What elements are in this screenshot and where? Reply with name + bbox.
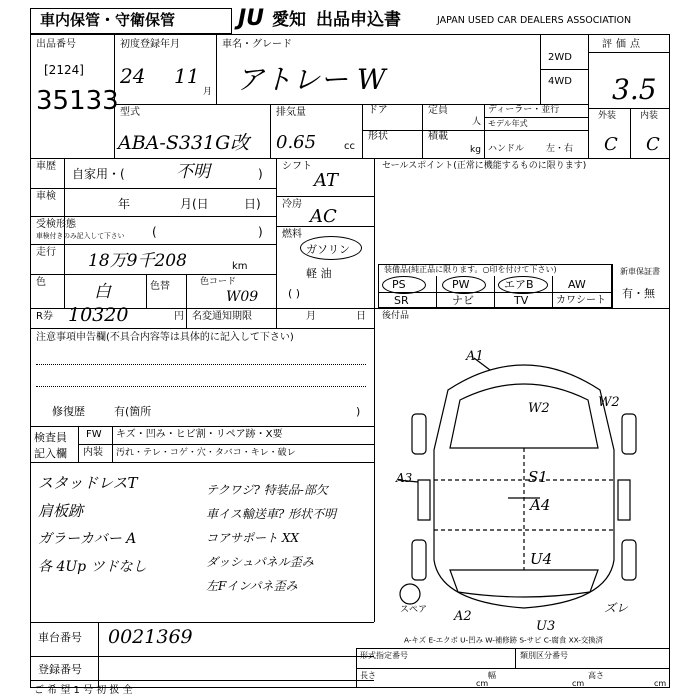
reg-month: 11 [174,64,200,88]
mark-a1: A1 [466,349,484,364]
shift-label: シフト [282,161,312,172]
class-number-label: 類別区分番号 [520,651,568,660]
history-close: ) [258,167,263,181]
shaken-day: 日) [244,197,261,211]
capacity-unit: 人 [472,117,482,127]
fw-items: キズ・凹み・ヒビ割・リペア跡・X要 [116,429,283,440]
name-value: アトレー W [236,63,386,96]
lot-label: 出品番号 [36,39,76,50]
recycle-value: 10320 [68,304,129,326]
note-left-3: ガラーカバー A [38,531,137,547]
fuel-paren: ( ) [288,287,301,300]
reg-month-unit: 月 [203,87,213,97]
warranty-value: 有・無 [622,287,655,300]
car-diagram [378,330,670,630]
handle-label: ハンドル [488,144,525,154]
ac-label: 冷房 [282,199,302,210]
recycle-label: R券 [36,311,53,322]
score-label: 評価点 [602,39,644,50]
equip-ps: PS [392,278,406,291]
note-right-3: コアサポート XX [206,531,299,545]
after-label: 後付品 [382,311,410,321]
notice-label: 名変通知期限 [192,311,252,322]
color-label: 色 [36,277,46,288]
mark-w2-top: W2 [528,401,550,416]
mark-zure: ズレ [604,601,629,615]
type-number-label: 形式指定番号 [360,651,408,660]
mark-a3: A3 [396,471,413,485]
disp-unit: cc [344,141,355,152]
height-label: 高さ [588,671,604,680]
repair-value: 有(箇所 [114,405,152,418]
fw-label: FW [86,429,102,440]
history-label: 車歴 [36,161,56,172]
mileage-value: 18万9千208 [88,251,187,271]
interior-label: 内装 [640,111,659,121]
sheet-title: 出品申込書 [316,10,401,30]
shaken-label: 車検 [36,191,56,202]
shift-value: AT [314,170,339,191]
capacity-label: 定員 [428,105,448,116]
reg-number-label: 登録番号 [38,663,82,676]
equip-airbag-circle [498,276,548,294]
door-label: ドア [368,105,388,116]
shaken-month: 月(日 [180,197,209,211]
equip-sr: SR [394,294,409,307]
score-value: 3.5 [612,73,657,106]
exterior-label: 外装 [598,111,617,121]
interior-grade: C [646,134,660,155]
sales-label: セールスポイント(正常に機能するものに限ります) [382,161,587,171]
note-left-2: 肩板跡 [38,502,84,520]
width-label: 幅 [488,671,496,680]
in-label: 内装 [83,447,103,458]
color-code-value: W09 [226,289,259,305]
mark-w2-right: W2 [598,395,620,410]
ac-value: AC [310,206,337,227]
lot-code: [2124] [44,63,84,77]
color-change-label: 色替 [150,281,170,292]
inspect-label-2: 記入欄 [34,447,67,460]
equip-pw: PW [452,278,470,291]
note-left-1: スタッドレスT [38,474,138,492]
mark-s1: S1 [528,468,548,486]
note-left-4: 各 4Up ツドなし [38,559,147,575]
disp-label: 排気量 [276,107,306,118]
model-year-label: モデル年式 [488,119,528,128]
diagram-legend: A-キズ E-エクボ U-凹み W-補修跡 S-サビ C-腐食 XX-交換済 [404,636,604,645]
footer-bottom-text: ご 希 望 1 号 初 扱 全 [34,685,133,696]
fuel-gas-circle [300,236,362,260]
mark-a2: A2 [454,609,472,624]
mark-u3: U3 [536,619,556,634]
shape-label: 形状 [368,131,388,142]
width-unit: cm [572,679,585,688]
shaken-year: 年 [118,197,131,211]
mileage-unit: km [232,261,248,272]
load-unit: kg [470,145,481,155]
inspect-label-1: 検査員 [34,431,67,444]
color-value: 白 [94,282,111,302]
repair-label: 修復歴 [52,405,85,418]
mark-a4: A4 [530,496,551,514]
repair-close: ) [356,405,361,418]
model-label: 型式 [120,107,140,118]
equip-seat: カワシート [556,295,606,306]
warranty-label: 新車保証書 [620,267,660,276]
reg-label: 初度登録年月 [120,39,180,50]
note-right-1: テクワジ? 特装品-部欠 [206,483,328,497]
note-right-4: ダッシュパネル歪み [206,555,314,569]
note-right-5: 左Fインパネ歪み [206,579,298,593]
history-note: 不明 [176,162,210,182]
org-label: 愛知 [272,10,306,30]
handle-opts: 左・右 [546,144,574,154]
drive-2wd: 2WD [548,52,572,63]
fuel-diesel: 軽 油 [306,267,332,280]
in-items: 汚れ・テレ・コゲ・穴・タバコ・キレ・破レ [116,448,296,458]
drive-4wd: 4WD [548,76,572,87]
storage-label: 車内保管・守衛保管 [40,11,176,29]
equip-label: 装備品(純正品に限ります。○印を付けて下さい) [384,265,557,274]
ju-logo: JU [238,6,265,31]
dealer-label: ディーラー・並行 [488,105,560,115]
equip-aw: AW [568,278,586,291]
recv-sub: 車検付きのみ記入して下さい [36,232,125,240]
recv-open: ( [152,225,157,239]
assoc-label: JAPAN USED CAR DEALERS ASSOCIATION [437,15,632,26]
height-unit: cm [654,679,667,688]
color-code-label: 色コード [200,277,237,287]
mark-spare: スペア [400,605,428,615]
equip-pw-circle [442,276,486,294]
name-label: 車名・グレード [222,39,292,50]
equip-tv: TV [514,294,529,307]
lot-number: 35133 [36,86,119,116]
mileage-label: 走行 [36,247,56,258]
notes-header: 注意事項申告欄(不具合内容等は具体的に記入して下さい) [36,332,294,343]
recv-close: ) [258,225,263,239]
disp-value: 0.65 [276,132,317,153]
recycle-unit: 円 [174,311,184,322]
exterior-grade: C [604,134,618,155]
length-unit: cm [476,679,489,688]
recv-label: 受検形態 [36,219,76,230]
reg-year: 24 [120,64,146,88]
length-label: 長さ [360,671,376,680]
mark-u4: U4 [530,550,553,568]
history-value: 自家用・( [72,167,125,181]
note-right-2: 車イス輸送車? 形状不明 [206,507,337,521]
equip-ps-circle [382,276,426,294]
chassis-label: 車台番号 [38,631,82,644]
notice-month: 月 [306,311,316,322]
fuel-gas: ガソリン [306,243,350,256]
fuel-label: 燃料 [282,229,302,240]
model-value: ABA-S331G改 [118,132,250,154]
equip-airbag: エアB [504,278,534,291]
chassis-value: 0021369 [108,626,193,648]
equip-navi: ナビ [452,294,474,307]
notice-day: 日 [356,311,366,322]
load-label: 積載 [428,131,448,142]
